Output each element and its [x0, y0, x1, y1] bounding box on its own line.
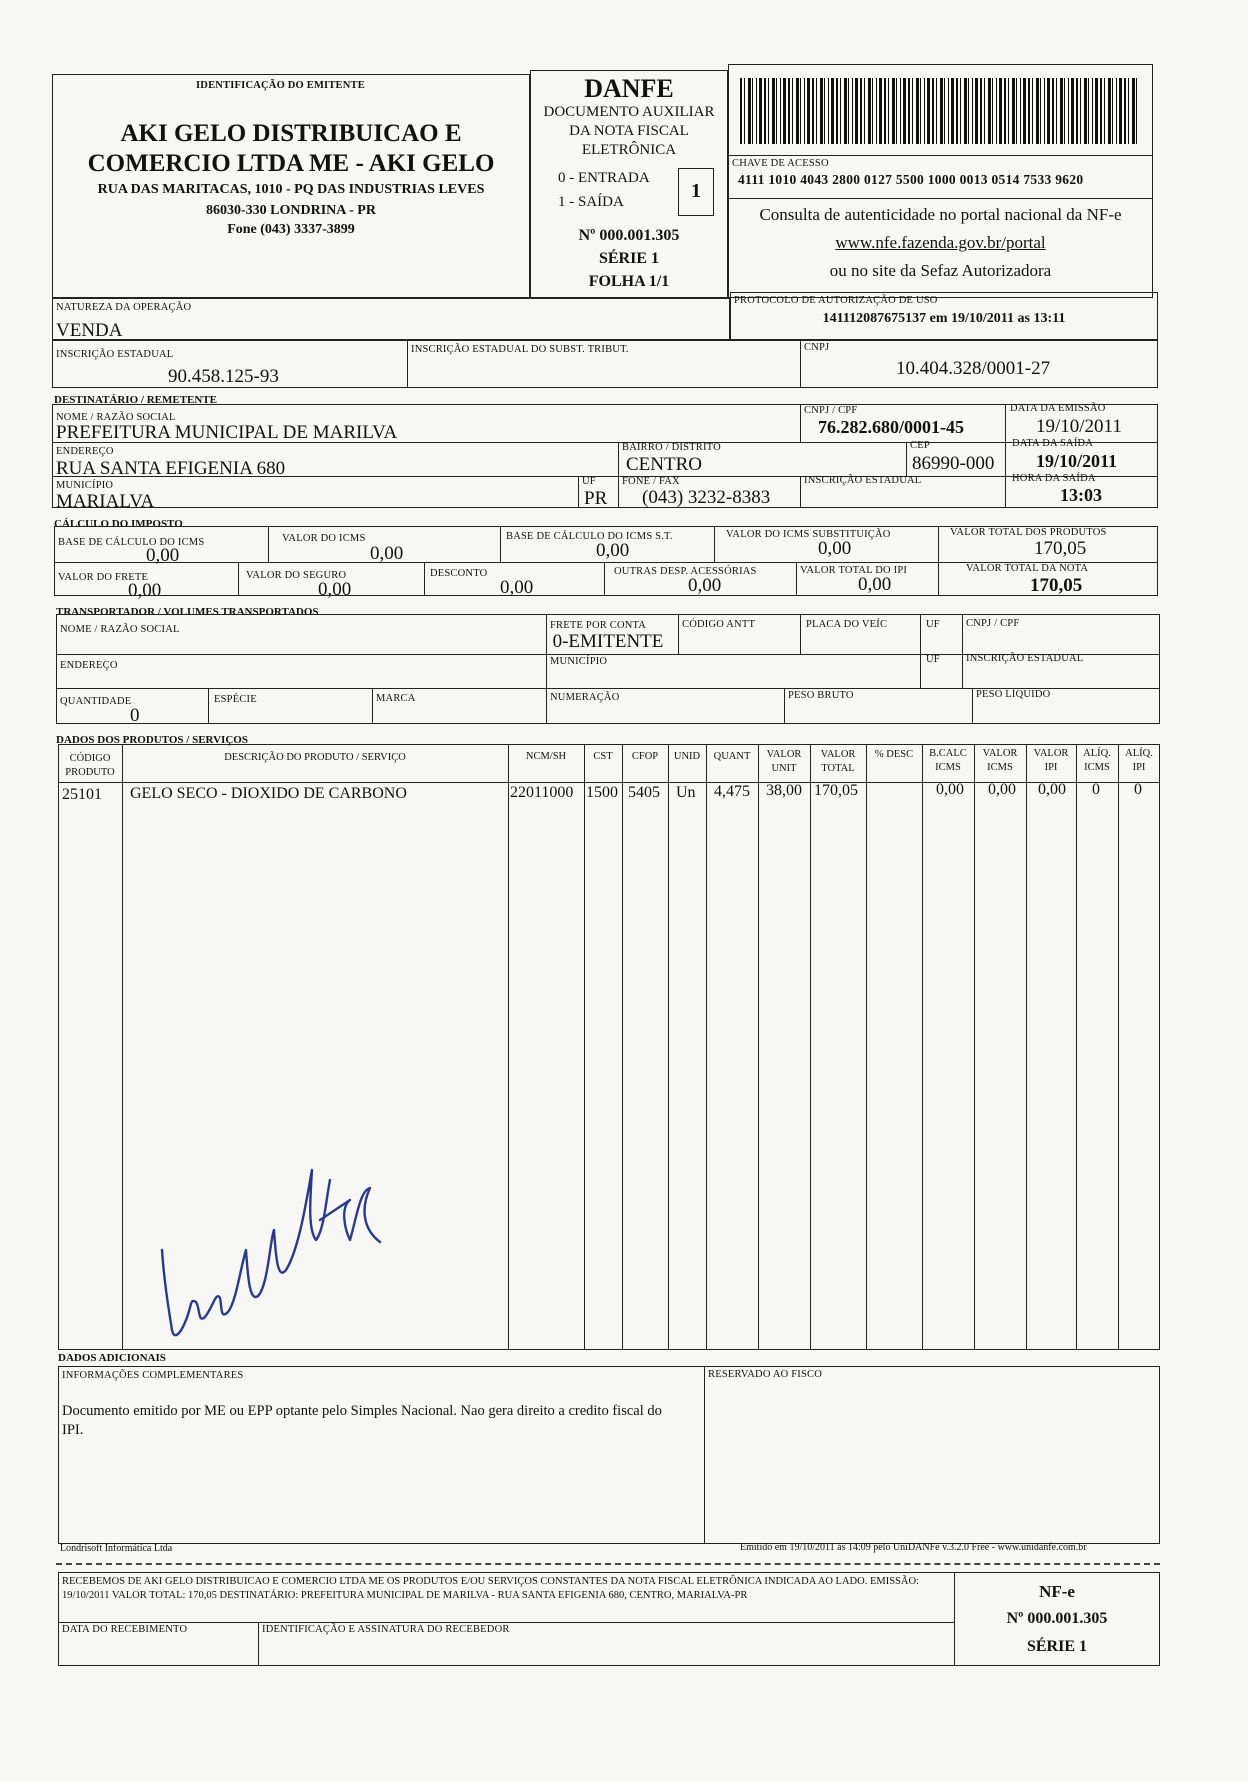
dest-endereco-label: ENDEREÇO: [56, 446, 114, 457]
base-st-value: 0,00: [596, 540, 630, 561]
divider: [258, 1622, 259, 1666]
divider: [800, 340, 801, 388]
cell-cst: 1500: [586, 784, 618, 801]
divider: [678, 614, 679, 654]
seguro-value: 0,00: [318, 579, 352, 600]
th-valor-unit: VALOR UNIT: [766, 749, 802, 774]
th-aliq-icms: ALÍQ. ICMS: [1083, 748, 1111, 773]
divider: [800, 404, 801, 442]
divider: [584, 744, 585, 1350]
emitente-city: 86030-330 LONDRINA - PR: [206, 203, 376, 218]
transportador-section-label: TRANSPORTADOR / VOLUMES TRANSPORTADOS: [56, 606, 319, 618]
base-icms-label: BASE DE CÁLCULO DO ICMS: [58, 537, 205, 548]
danfe-subtitle-3: ELETRÔNICA: [581, 142, 677, 158]
th-valor-ipi: VALOR IPI: [1033, 748, 1069, 773]
transp-especie-label: ESPÉCIE: [214, 694, 257, 705]
dest-cnpj-label: CNPJ / CPF: [804, 405, 858, 416]
dest-saida-label: DATA DA SAÍDA: [1012, 438, 1094, 449]
ie-st-label: INSCRIÇÃO ESTADUAL DO SUBST. TRIBUT.: [411, 344, 629, 355]
dest-emissao-value: 19/10/2011: [1036, 416, 1122, 437]
canhoto-data-label: DATA DO RECEBIMENTO: [62, 1624, 188, 1635]
dest-emissao-label: DATA DA EMISSÃO: [1010, 403, 1106, 414]
divider: [618, 442, 619, 508]
divider: [268, 526, 269, 562]
danfe-entrada: 0 - ENTRADA: [558, 170, 650, 186]
footer-left: Londrisoft Informática Ltda: [60, 1543, 173, 1554]
chave-label: CHAVE DE ACESSO: [732, 158, 829, 169]
divider: [1026, 744, 1027, 1350]
cell-bcalc-icms: 0,00: [936, 781, 964, 798]
cell-valor-unit: 38,00: [766, 782, 802, 799]
dest-municipio-label: MUNICÍPIO: [56, 480, 114, 491]
divider: [407, 340, 408, 388]
danfe-saida: 1 - SAÍDA: [558, 194, 624, 210]
transp-quantidade-value: 0: [130, 705, 140, 726]
divider: [714, 526, 715, 562]
transp-endereco-label: ENDEREÇO: [60, 660, 118, 671]
danfe-title: DANFE: [584, 74, 674, 103]
divider: [622, 744, 623, 1350]
th-codigo: CÓDIGO PRODUTO: [65, 753, 115, 778]
transp-municipio-label: MUNICÍPIO: [550, 656, 608, 667]
consulta-line-1: Consulta de autenticidade no portal nacional da NF-e: [759, 205, 1122, 224]
divider: [1005, 404, 1006, 508]
divider: [372, 688, 373, 724]
divider: [578, 476, 579, 508]
danfe-tipo-value: 1: [691, 180, 701, 202]
canhoto-nfe: NF-e: [1039, 1582, 1075, 1601]
footer-right: Emitido em 19/10/2011 às 14:09 pelo UniDANFe v.3.2.0 Free - www.unidanfe.com.br: [740, 1542, 1087, 1553]
info-text: Documento emitido por ME ou EPP optante pelo Simples Nacional. Nao gera direito a credito fiscal do IPI.: [62, 1403, 662, 1438]
dest-uf-value: PR: [584, 488, 608, 509]
valor-icms-label: VALOR DO ICMS: [282, 533, 366, 544]
cell-codigo: 25101: [62, 786, 102, 803]
transp-cnpj-label: CNPJ / CPF: [966, 618, 1020, 629]
barcode-image: [740, 78, 1140, 144]
dest-fone-value: (043) 3232-8383: [642, 487, 771, 508]
divider: [784, 688, 785, 724]
divider: [122, 744, 123, 1350]
divider: [800, 476, 801, 508]
canhoto-text: RECEBEMOS DE AKI GELO DISTRIBUICAO E COMERCIO LTDA ME OS PRODUTOS E/OU SERVIÇOS CONSTANTES DA NOTA FISCAL ELETRÔNICA INDICADA AO LADO. EMISSÃO: 19/10/2011 VALOR TOTAL: 170,05 DESTINATÁRIO: PREFEITURA MUNICIPAL DE MARILVA - RUA SANTA EFIGENIA 680, CENTRO, MARIALVA-PR: [62, 1576, 919, 1601]
divider: [500, 526, 501, 562]
adicionais-section-label: DADOS ADICIONAIS: [58, 1352, 166, 1364]
dest-fone-label: FONE / FAX: [622, 476, 680, 487]
emitente-section-label: IDENTIFICAÇÃO DO EMITENTE: [196, 80, 365, 91]
dest-hora-label: HORA DA SAÍDA: [1012, 473, 1096, 484]
divider: [704, 1366, 705, 1544]
transp-peso-liquido-label: PESO LÍQUIDO: [976, 689, 1051, 700]
base-icms-value: 0,00: [146, 545, 180, 566]
danfe-folha: FOLHA 1/1: [588, 273, 670, 290]
divider: [974, 744, 975, 1350]
divider: [728, 198, 1153, 199]
emitente-phone: Fone (043) 3337-3899: [227, 222, 355, 237]
divider: [208, 688, 209, 724]
divider: [800, 614, 801, 654]
emitente-address: RUA DAS MARITACAS, 1010 - PQ DAS INDUSTRIAS LEVES: [97, 182, 485, 197]
divider: [424, 562, 425, 596]
divider: [796, 562, 797, 596]
cell-ncm: 22011000: [510, 784, 574, 801]
divider: [972, 688, 973, 724]
consulta-line-3: ou no site da Sefaz Autorizadora: [829, 261, 1052, 280]
natureza-label: NATUREZA DA OPERAÇÃO: [56, 302, 192, 313]
transp-marca-label: MARCA: [376, 693, 416, 704]
transp-peso-bruto-label: PESO BRUTO: [788, 690, 854, 701]
desconto-label: DESCONTO: [430, 568, 488, 579]
cell-aliq-icms: 0: [1092, 781, 1100, 798]
th-valor-icms: VALOR ICMS: [982, 748, 1018, 773]
seguro-label: VALOR DO SEGURO: [246, 570, 347, 581]
cell-quant: 4,475: [714, 783, 750, 800]
divider: [810, 744, 811, 1350]
th-desc: % DESC: [874, 749, 914, 760]
dest-nome-value: PREFEITURA MUNICIPAL DE MARILVA: [56, 422, 398, 443]
transp-nome-label: NOME / RAZÃO SOCIAL: [60, 624, 180, 635]
th-descricao: DESCRIÇÃO DO PRODUTO / SERVIÇO: [224, 752, 406, 763]
th-unid: UNID: [673, 751, 701, 762]
dest-uf-label: UF: [582, 476, 596, 487]
divider: [962, 614, 963, 688]
divider: [1118, 744, 1119, 1350]
base-st-label: BASE DE CÁLCULO DO ICMS S.T.: [506, 531, 673, 542]
dest-ie-label: INSCRIÇÃO ESTADUAL: [804, 475, 922, 486]
dest-endereco-value: RUA SANTA EFIGENIA 680: [56, 458, 286, 479]
divider: [728, 155, 1153, 156]
outras-label: OUTRAS DESP. ACESSÓRIAS: [614, 566, 757, 577]
divider: [58, 1622, 954, 1623]
ie-value: 90.458.125-93: [168, 366, 279, 387]
desconto-value: 0,00: [500, 577, 534, 598]
transp-numeracao-label: NUMERAÇÃO: [550, 692, 620, 703]
divider: [758, 744, 759, 1350]
th-cfop: CFOP: [631, 751, 659, 762]
divider: [604, 562, 605, 596]
th-bcalc-icms: B.CALC ICMS: [929, 748, 967, 773]
divider: [938, 526, 939, 596]
dest-bairro-value: CENTRO: [626, 454, 702, 475]
cnpj-label: CNPJ: [804, 342, 830, 353]
imposto-section-label: CÁLCULO DO IMPOSTO: [54, 518, 183, 530]
divider: [906, 442, 907, 476]
th-ncm: NCM/SH: [525, 751, 567, 762]
cell-valor-icms: 0,00: [988, 781, 1016, 798]
protocolo-label: PROTOCOLO DE AUTORIZAÇÃO DE USO: [734, 295, 938, 306]
total-nota-label: VALOR TOTAL DA NOTA: [966, 563, 1089, 574]
transp-uf-label: UF: [926, 619, 940, 630]
valor-icms-value: 0,00: [370, 543, 404, 564]
total-produtos-value: 170,05: [1034, 538, 1087, 559]
protocolo-value: 141112087675137 em 19/10/2011 as 13:11: [822, 311, 1066, 326]
natureza-value: VENDA: [56, 320, 123, 341]
consulta-link[interactable]: www.nfe.fazenda.gov.br/portal: [835, 233, 1046, 252]
cell-unid: Un: [676, 784, 696, 801]
handwritten-signature: [150, 1130, 390, 1350]
danfe-numero: Nº 000.001.305: [578, 227, 680, 244]
th-valor-total: VALOR TOTAL: [820, 749, 856, 774]
cell-valor-total: 170,05: [814, 782, 858, 799]
danfe-subtitle-2: DA NOTA FISCAL: [569, 123, 689, 139]
outras-value: 0,00: [688, 575, 722, 596]
valor-st-label: VALOR DO ICMS SUBSTITUIÇÃO: [726, 529, 891, 540]
dest-hora-value: 13:03: [1060, 485, 1102, 505]
dest-municipio-value: MARIALVA: [56, 491, 155, 512]
transp-antt-label: CÓDIGO ANTT: [682, 619, 756, 630]
canhoto-serie: SÉRIE 1: [1026, 1638, 1088, 1655]
frete-label: VALOR DO FRETE: [58, 572, 149, 583]
cell-descricao: GELO SECO - DIOXIDO DE CARBONO: [130, 785, 407, 802]
divider: [920, 614, 921, 688]
dest-nome-label: NOME / RAZÃO SOCIAL: [56, 412, 176, 423]
ipi-value: 0,00: [858, 574, 892, 595]
cnpj-value: 10.404.328/0001-27: [896, 358, 1051, 379]
ie-label: INSCRIÇÃO ESTADUAL: [56, 349, 174, 360]
total-produtos-label: VALOR TOTAL DOS PRODUTOS: [950, 527, 1107, 538]
produtos-section-label: DADOS DOS PRODUTOS / SERVIÇOS: [56, 734, 248, 746]
frete-value: 0,00: [128, 580, 162, 601]
danfe-subtitle-1: DOCUMENTO AUXILIAR: [543, 104, 715, 120]
divider: [866, 744, 867, 1350]
cell-cfop: 5405: [628, 784, 660, 801]
th-aliq-ipi: ALÍQ. IPI: [1125, 748, 1153, 773]
divider: [508, 744, 509, 1350]
transp-frete-label: FRETE POR CONTA: [550, 620, 647, 631]
transp-frete-value: 0-EMITENTE: [552, 631, 664, 652]
divider: [668, 744, 669, 1350]
cut-line: [56, 1563, 1160, 1565]
valor-st-value: 0,00: [818, 538, 852, 559]
divider: [706, 744, 707, 1350]
total-nota-value: 170,05: [1030, 575, 1083, 596]
destinatario-section-label: DESTINATÁRIO / REMETENTE: [54, 394, 217, 406]
dest-bairro-label: BAIRRO / DISTRITO: [622, 442, 721, 453]
dest-cep-label: CEP: [910, 440, 930, 451]
chave-value: 4111 1010 4043 2800 0127 5500 1000 0013 0514 7533 9620: [738, 172, 1084, 187]
fisco-label: RESERVADO AO FISCO: [708, 1369, 823, 1380]
th-quant: QUANT: [713, 751, 751, 762]
ipi-label: VALOR TOTAL DO IPI: [800, 565, 908, 576]
transp-quantidade-label: QUANTIDADE: [60, 696, 132, 707]
transp-ie-label: INSCRIÇÃO ESTADUAL: [966, 653, 1084, 664]
divider: [1076, 744, 1077, 1350]
transp-uf2-label: UF: [926, 654, 940, 665]
dest-cep-value: 86990-000: [912, 453, 995, 474]
danfe-serie: SÉRIE 1: [598, 250, 660, 267]
divider: [922, 744, 923, 1350]
canhoto-assinatura-label: IDENTIFICAÇÃO E ASSINATURA DO RECEBEDOR: [262, 1624, 510, 1635]
cell-aliq-ipi: 0: [1134, 781, 1142, 798]
transp-placa-label: PLACA DO VEÍC: [806, 619, 888, 630]
adicionais-box: [58, 1366, 1160, 1544]
emitente-name-1: AKI GELO DISTRIBUICAO E: [120, 120, 462, 147]
dest-saida-value: 19/10/2011: [1036, 451, 1118, 471]
info-label: INFORMAÇÕES COMPLEMENTARES: [62, 1370, 244, 1381]
divider: [238, 562, 239, 596]
canhoto-numero: Nº 000.001.305: [1006, 1610, 1108, 1627]
emitente-name-2: COMERCIO LTDA ME - AKI GELO: [87, 150, 495, 177]
cell-valor-ipi: 0,00: [1038, 781, 1066, 798]
th-cst: CST: [593, 751, 613, 762]
dest-cnpj-value: 76.282.680/0001-45: [818, 417, 964, 437]
